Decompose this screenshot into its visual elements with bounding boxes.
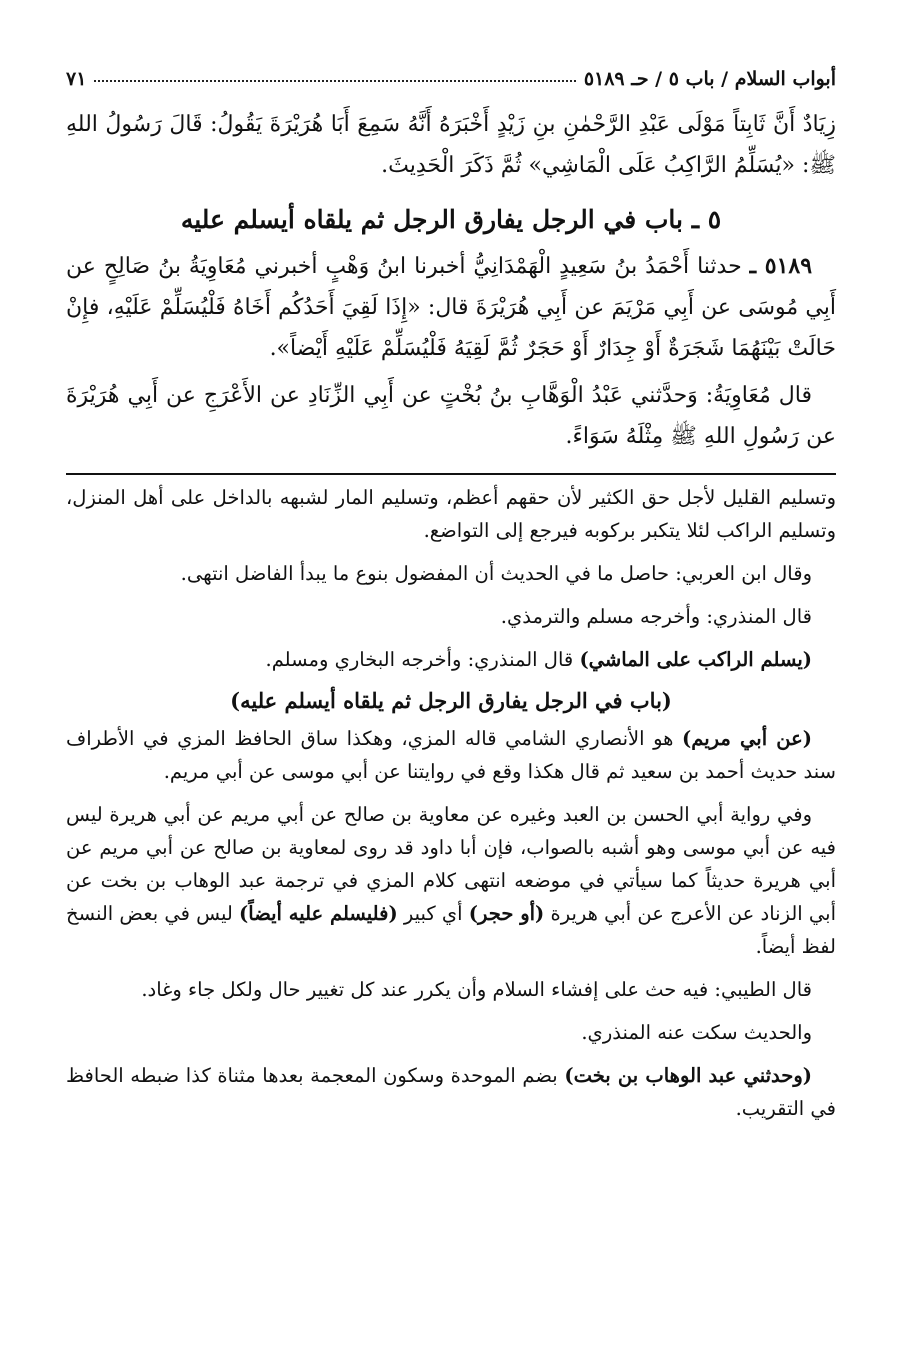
commentary-paragraph — [66, 722, 836, 788]
commentary-paragraph: قال الطيبي: فيه حث على إفشاء السلام وأن يكرر عند كل تغيير حال ولكل جاء وغاد. — [141, 978, 812, 1001]
hadith-text: حدثنا أَحْمَدُ بنُ سَعِيدٍ الْهَمْدَانِيُّ أخبرنا ابنُ وَهْبٍ أخبرني مُعَاوِيَةُ بنُ صَالِحٍ عن أَبِي مُوسَى عن أَبِي مَرْيَمَ عن أَبِي هُرَيْرَةَ قال: «إِذَا لَقِيَ أَحَدُكُم أَخَاهُ فَلْيُسَلِّمْ عَلَيْهِ، فإِنْ حَالَتْ بَيْنَهُمَا شَجَرَةٌ أَوْ جِدَارٌ أَوْ حَجَرٌ ثُمَّ لَقِيَهُ فَلْيُسَلِّمْ عَلَيْهِ أَيْضاً». — [66, 254, 836, 361]
lemma: (وحدثني عبد الوهاب بن بخت) — [564, 1064, 812, 1087]
commentary-paragraph: قال المنذري: وأخرجه مسلم والترمذي. — [500, 605, 812, 628]
commentary-paragraph: وتسليم القليل لأجل حق الكثير لأن حقهم أعظم، وتسليم المار لشبهه بالداخل على أهل المنزل، وتسليم الراكب لئلا يتكبر بركوبه فيرجع إلى التواضع. — [66, 486, 836, 542]
commentary-paragraph: وقال ابن العربي: حاصل ما في الحديث أن المفضول بنوع ما يبدأ الفاضل انتهى. — [180, 562, 812, 585]
commentary-text: ليس في بعض النسخ لفظ أيضاً. — [66, 902, 836, 958]
lemma: (عن أبي مريم) — [682, 727, 812, 750]
commentary-paragraph — [66, 798, 836, 963]
main-text — [66, 104, 836, 457]
header-dot-leader — [94, 80, 575, 82]
commentary-text: أي كبير — [397, 902, 469, 925]
hadith-number: ٥١٨٩ ـ — [749, 253, 813, 279]
commentary — [66, 481, 836, 1125]
page-number: ٧١ — [66, 68, 87, 90]
hadith-paragraph — [66, 246, 836, 369]
lemma: (أو حجر) — [468, 902, 545, 925]
footnote-divider — [66, 473, 836, 475]
continued-hadith-paragraph: زِيَادٌ أَنَّ ثَابِتاً مَوْلَى عَبْدِ الرَّحْمٰنِ بنِ زَيْدٍ أَخْبَرَهُ أَنَّهُ سَمِعَ أَبَا هُرَيْرَةَ يَقُولُ: قَالَ رَسُولُ اللهِ ﷺ: «يُسَلِّمُ الرَّاكِبُ عَلَى الْمَاشِي» ثُمَّ ذَكَرَ الْحَدِيثَ. — [66, 112, 836, 178]
commentary-text: وفي رواية أبي الحسن بن العبد وغيره عن معاوية بن صالح عن أبي مريم عن أبي هريرة ليس فيه عن أبي موسى وهو أشبه بالصواب، فإن أبا داود قد روى لمعاوية بن صالح عن أبي مريم عن أبي هريرة حديثاً كما سيأتي في موضعه انتهى كلام المزي في ترجمة عبد الوهاب بن بخت عن أبي الزناد عن الأعرج عن أبي هريرة — [66, 803, 836, 925]
commentary-chapter-heading: (باب في الرجل يفارق الرجل ثم يلقاه أيسلم عليه) — [230, 688, 672, 713]
commentary-paragraph: والحديث سكت عنه المنذري. — [581, 1021, 812, 1044]
muawiya-paragraph: قال مُعَاوِيَةُ: وَحدَّثني عَبْدُ الْوَهَّابِ بنُ بُخْتٍ عن أَبِي الزِّنَادِ عن الأَعْرَجِ عن أَبِي هُرَيْرَةَ عن رَسُولِ اللهِ ﷺ مِثْلَهُ سَوَاءً. — [66, 383, 836, 449]
running-header — [66, 52, 836, 90]
commentary-text: بضم الموحدة وسكون المعجمة بعدها مثناة كذا ضبطه الحافظ في التقريب. — [66, 1064, 836, 1120]
commentary-text: هو الأنصاري الشامي قاله المزي، وهكذا ساق الحافظ المزي في الأطراف سند حديث أحمد بن سعيد ثم قال هكذا وقع في روايتنا عن أبي موسى عن أبي مريم. — [66, 727, 836, 783]
commentary-paragraph — [66, 1059, 836, 1125]
chapter-heading: ٥ ـ باب في الرجل يفارق الرجل ثم يلقاه أيسلم عليه — [180, 205, 722, 234]
commentary-text: قال المنذري: وأخرجه البخاري ومسلم. — [265, 648, 580, 671]
lemma: (يسلم الراكب على الماشي) — [579, 648, 812, 671]
commentary-paragraph — [66, 643, 836, 676]
lemma: (فليسلم عليه أيضاً) — [239, 902, 398, 925]
header-title: أبواب السلام / باب ٥ / حـ ٥١٨٩ — [583, 68, 836, 90]
